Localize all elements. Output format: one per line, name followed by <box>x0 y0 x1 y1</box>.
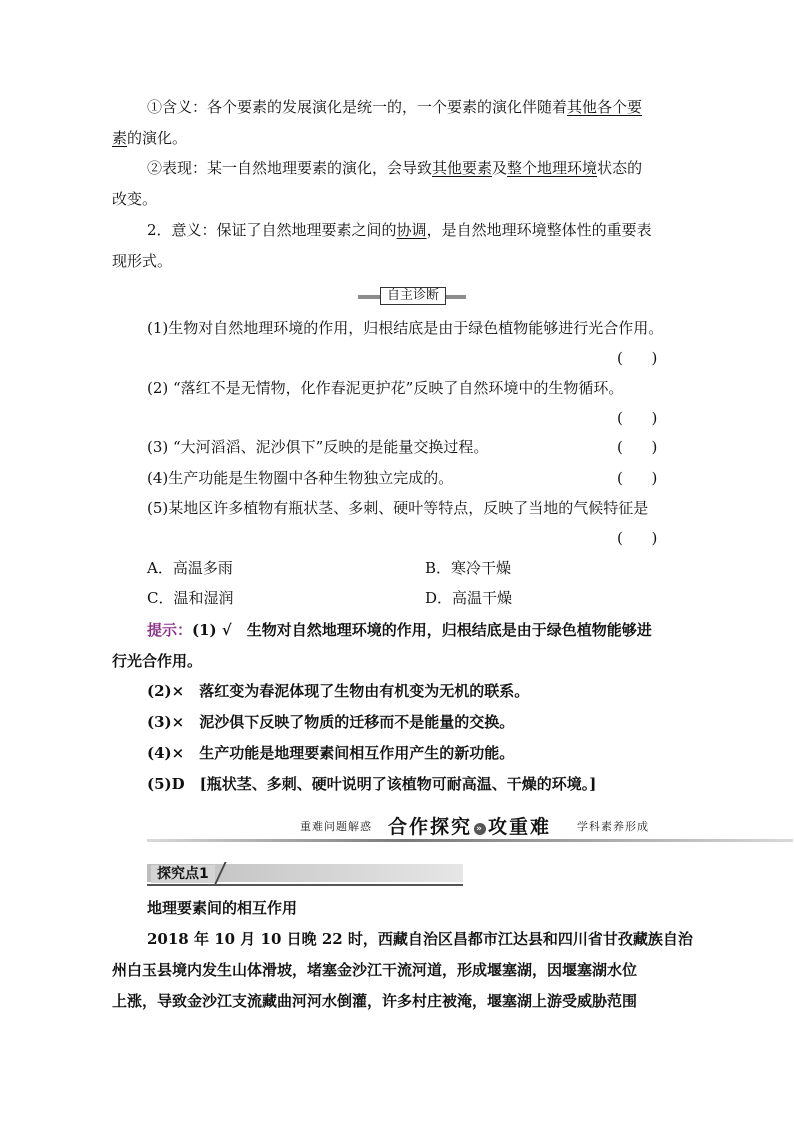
inquiry-point-tab: 探究点1 <box>151 865 215 883</box>
section-title: 合作探究 » 攻重难 <box>388 816 552 838</box>
question-4: (4)生产功能是生物圈中各种生物独立完成的。 <box>147 469 454 487</box>
answer-blank-4: ( ) <box>617 469 658 487</box>
question-5: (5)某地区许多植物有瓶状茎、多刺、硬叶等特点，反映了当地的气候特征是 <box>147 499 649 517</box>
case-line-3: 上涨，导致金沙江支流藏曲河河水倒灌，许多村庄被淹，堰塞湖上游受威胁范围 <box>112 992 638 1010</box>
option-a: A．高温多雨 <box>147 559 233 577</box>
significance-line-2: 现形式。 <box>112 252 173 270</box>
hint-label: 提示： <box>147 621 193 639</box>
meaning-line-2: 素的演化。 <box>112 129 188 147</box>
hint-4: (4)× 生产功能是地理要素间相互作用产生的新功能。 <box>147 744 515 762</box>
section-right-caption: 学科素养形成 <box>577 820 649 833</box>
option-d: D．高温干燥 <box>425 589 513 607</box>
meaning-line-1: ①含义：各个要素的发展演化是统一的，一个要素的演化伴随着其他各个要 <box>147 98 643 116</box>
hint-3: (3)× 泥沙俱下反映了物质的迁移而不是能量的交换。 <box>147 713 515 731</box>
question-1: (1)生物对自然地理环境的作用，归根结底是由于绿色植物能够进行光合作用。 <box>147 319 664 337</box>
hint-1-line-2: 行光合作用。 <box>112 652 203 670</box>
significance-line-1: 2．意义：保证了自然地理要素之间的协调，是自然地理环境整体性的重要表 <box>147 221 652 239</box>
self-diagnosis-banner <box>358 287 466 305</box>
section-banner <box>147 812 793 842</box>
section-left-caption: 重难问题解惑 <box>300 820 372 833</box>
inquiry-title: 地理要素间的相互作用 <box>147 899 298 917</box>
answer-blank-3: ( ) <box>617 438 658 456</box>
question-2: (2) “落红不是无情物，化作春泥更护花”反映了自然环境中的生物循环。 <box>147 379 624 397</box>
self-diagnosis-title: 自主诊断 <box>380 287 446 305</box>
answer-blank-2: ( ) <box>617 409 658 427</box>
expression-line-2: 改变。 <box>112 190 158 208</box>
hint-5: (5)D [瓶状茎、多刺、硬叶说明了该植物可耐高温、干燥的环境。] <box>147 775 597 793</box>
hint-2: (2)× 落红变为春泥体现了生物由有机变为无机的联系。 <box>147 682 530 700</box>
answer-blank-5: ( ) <box>617 529 658 547</box>
question-3: (3) “大河滔滔、泥沙俱下”反映的是能量交换过程。 <box>147 438 489 456</box>
option-c: C．温和湿润 <box>147 589 234 607</box>
inquiry-point-banner <box>147 864 463 886</box>
hint-1-line-1: 提示：(1) √ 生物对自然地理环境的作用，归根结底是由于绿色植物能够进 <box>147 621 652 639</box>
case-line-1: 2018 年 10 月 10 日晚 22 时，西藏自治区昌都市江达县和四川省甘孜藏族自治 <box>147 930 693 948</box>
arrow-icon: » <box>474 823 486 835</box>
answer-blank-1: ( ) <box>617 349 658 367</box>
option-b: B．寒冷干燥 <box>425 559 512 577</box>
case-line-2: 州白玉县境内发生山体滑坡，堵塞金沙江干流河道，形成堰塞湖，因堰塞湖水位 <box>112 961 638 979</box>
section-divider <box>147 839 793 842</box>
expression-line-1: ②表现：某一自然地理要素的演化，会导致其他要素及整个地理环境状态的 <box>147 159 643 177</box>
